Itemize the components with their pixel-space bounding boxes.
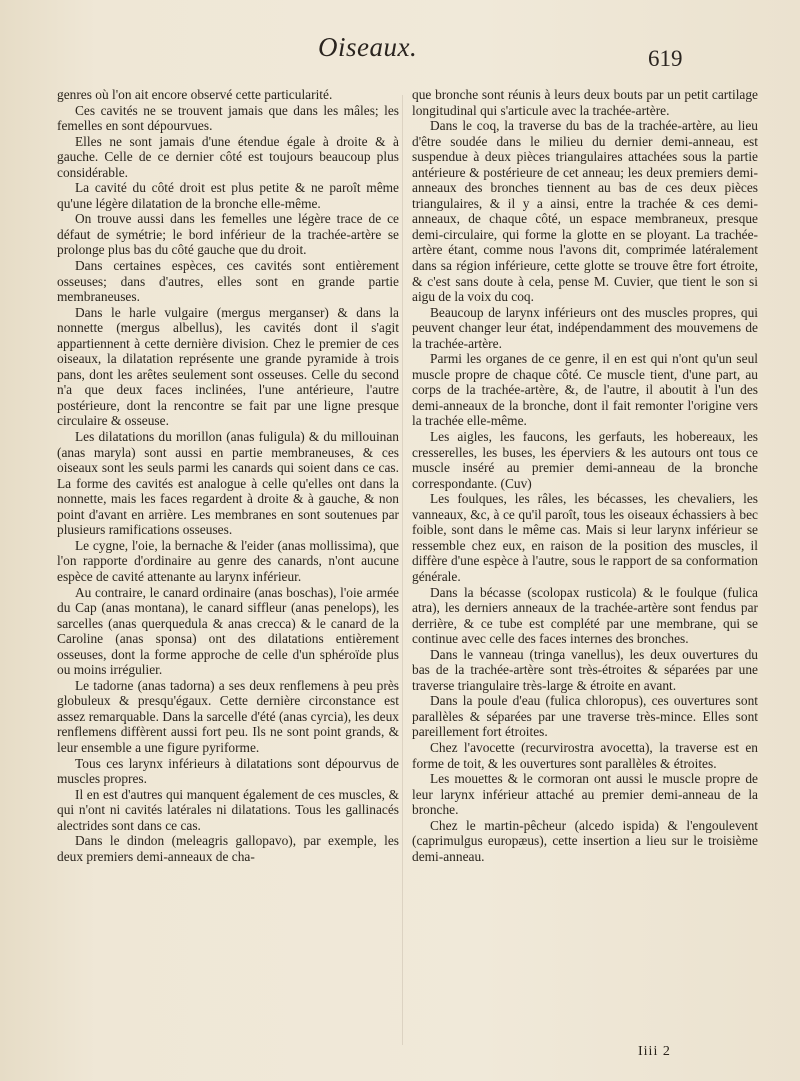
paragraph: Parmi les organes de ce genre, il en est qui n'ont qu'un seul muscle propre de chaque côté. Ce muscle tient, d'une part, au corps de la trachée-artère, &, de l'autre, il aboutit à l'un des demi-anneaux de la bronche, dont il fait remonter l'origine vers la trachée elle-même. — [412, 351, 758, 429]
right-column — [412, 87, 758, 864]
paragraph: Les dilatations du morillon (anas fuligula) & du millouinan (anas maryla) sont aussi en partie membraneuses, & ces oiseaux sont les seuls parmi les canards qui soient dans ce cas. La forme des cavités est analogue à celle qu'elles ont dans la nonnette, mais les faces regardent à droite & à gauche, & non point d'avant en arrière. Les membranes en sont soutenues par plusieurs ramifications osseuses. — [57, 429, 399, 538]
paragraph: Dans le dindon (meleagris gallopavo), par exemple, les deux premiers demi-anneaux de cha- — [57, 833, 399, 864]
paragraph: Les aigles, les faucons, les gerfauts, les hobereaux, les cresserelles, les buses, les éperviers & les autours ont tous ce muscle inséré au premier demi-anneau de la bronche correspondante. (Cuv) — [412, 429, 758, 491]
paragraph: Beaucoup de larynx inférieurs ont des muscles propres, qui peuvent changer leur état, indépendamment des mouvemens de la trachée-artère. — [412, 304, 758, 351]
paragraph: Ces cavités ne se trouvent jamais que dans les mâles; les femelles en sont dépourvues. — [57, 102, 399, 134]
paragraph: Dans le vanneau (tringa vanellus), les deux ouvertures du bas de la trachée-artère sont très-étroites & séparées par une traverse triangulaire très-large & étroite en avant. — [412, 646, 758, 693]
page-header — [0, 10, 800, 70]
paragraph: Chez le martin-pêcheur (alcedo ispida) & l'engoulevent (caprimulgus europæus), cette insertion a lieu sur le troisième demi-anneau. — [412, 817, 758, 864]
paragraph: Au contraire, le canard ordinaire (anas boschas), l'oie armée du Cap (anas montana), le canard siffleur (anas penelops), les sarcelles (anas querquedula & anas crecca) & le canard de la Caroline (anas sponsa) ont des dilatations entièrement osseuses, dont la forme approche de celle d'un sphéroïde plus ou moins irrégulier. — [57, 584, 399, 678]
paragraph: On trouve aussi dans les femelles une légère trace de ce défaut de symétrie; le bord inférieur de la trachée-artère se prolonge plus bas du côté gauche que du droit. — [57, 211, 399, 258]
paragraph: Il en est d'autres qui manquent également de ces muscles, & qui n'ont ni cavités latérales ni dilatations. Tous les gallinacés alectrides sont dans ce cas. — [57, 786, 399, 833]
paragraph: genres où l'on ait encore observé cette particularité. — [57, 87, 333, 102]
paragraph: Dans la bécasse (scolopax rusticola) & le foulque (fulica atra), les derniers anneaux de la trachée-artère sont fendus par derrière, & ce tube est complété par une membrane, qui se continue avec celle des faces internes des bronches. — [412, 584, 758, 647]
paragraph: Le cygne, l'oie, la bernache & l'eider (anas mollissima), que l'on rapporte d'ordinaire au genre des canards, n'ont aucune espèce de cavité attenante au larynx inférieur. — [57, 537, 399, 584]
paragraph: Les mouettes & le cormoran ont aussi le muscle propre de leur larynx inférieur attaché au premier demi-anneau de la bronche. — [412, 771, 758, 818]
paragraph: Le tadorne (anas tadorna) a ses deux renflemens à peu près globuleux & presqu'égaux. Cette dernière circonstance est assez remarquable. Dans la sarcelle d'été (anas cyrcia), les deux renflemens diffèrent aussi fort peu. Ils ne sont point grands, & leur ensemble a une figure pyriforme. — [57, 677, 399, 755]
paragraph: Tous ces larynx inférieurs à dilatations sont dépourvus de muscles propres. — [57, 755, 399, 787]
running-title: Oiseaux. — [318, 32, 418, 62]
paragraph: que bronche sont réunis à leurs deux bouts par un petit cartilage longitudinal qui s'articule avec la trachée-artère. — [412, 87, 758, 118]
signature-mark: Iiii 2 — [638, 1044, 671, 1059]
paragraph: Dans la poule d'eau (fulica chloropus), ces ouvertures sont parallèles & séparées par une traverse très-mince. Elles sont pareillement fort étroites. — [412, 693, 758, 740]
paragraph: Dans le harle vulgaire (mergus merganser) & dans la nonnette (mergus albellus), les cavités dont il s'agit appartiennent à cette dernière division. Chez le premier de ces oiseaux, la dilatation représente une grande pyramide à trois pans, dont les arêtes seulement sont osseuses. Celle du second n'a que deux faces inclinées, l'une antérieure, l'autre postérieure, dont la rencontre se fait par une ligne presque circulaire & osseuse. — [57, 304, 399, 429]
paragraph: Dans certaines espèces, ces cavités sont entièrement osseuses; dans d'autres, elles sont en grande partie membraneuses. — [57, 258, 399, 305]
column-gutter — [402, 95, 403, 1045]
paragraph: La cavité du côté droit est plus petite & ne paroît même qu'une légère dilatation de la bronche elle-même. — [57, 180, 399, 211]
paragraph: Dans le coq, la traverse du bas de la trachée-artère, au lieu d'être soudée dans le milieu du dernier demi-anneau, est suspendue à deux pièces triangulaires attachées sous la partie antérieure & postérieure de cet anneau; les deux premiers demi-anneaux des bronches tiennent au bas de ces deux pièces triangulaires, & il y a ainsi, entre la trachée & ces demi-anneaux, de chaque côté, un espace membraneux, presque demi-circulaire, qui forme la glotte en se ployant. La trachée-artère étant, comme nous l'avons dit, comprimée latéralement dans sa région inférieure, cette glotte se trouve être fort étroite, & c'est sans doute à cela, pense M. Cuvier, que tient le son si aigu de la voix du coq. — [412, 118, 758, 305]
paragraph: Les foulques, les râles, les bécasses, les chevaliers, les vanneaux, &c, à ce qu'il paroît, tous les oiseaux échassiers à bec foible, sont dans le même cas. Mais si leur larynx inférieur se ressemble chez eux, en raison de la position des muscles, il diffère d'une espèce à l'autre, sous le rapport de sa conformation générale. — [412, 491, 758, 584]
paragraph: Elles ne sont jamais d'une étendue égale à droite & à gauche. Celle de ce dernier côté est toujours beaucoup plus considérable. — [57, 133, 399, 180]
left-column — [57, 87, 399, 864]
paragraph: Chez l'avocette (recurvirostra avocetta), la traverse est en forme de toit, & les ouvertures sont parallèles & étroites. — [412, 739, 758, 771]
page-number: 619 — [648, 46, 683, 71]
